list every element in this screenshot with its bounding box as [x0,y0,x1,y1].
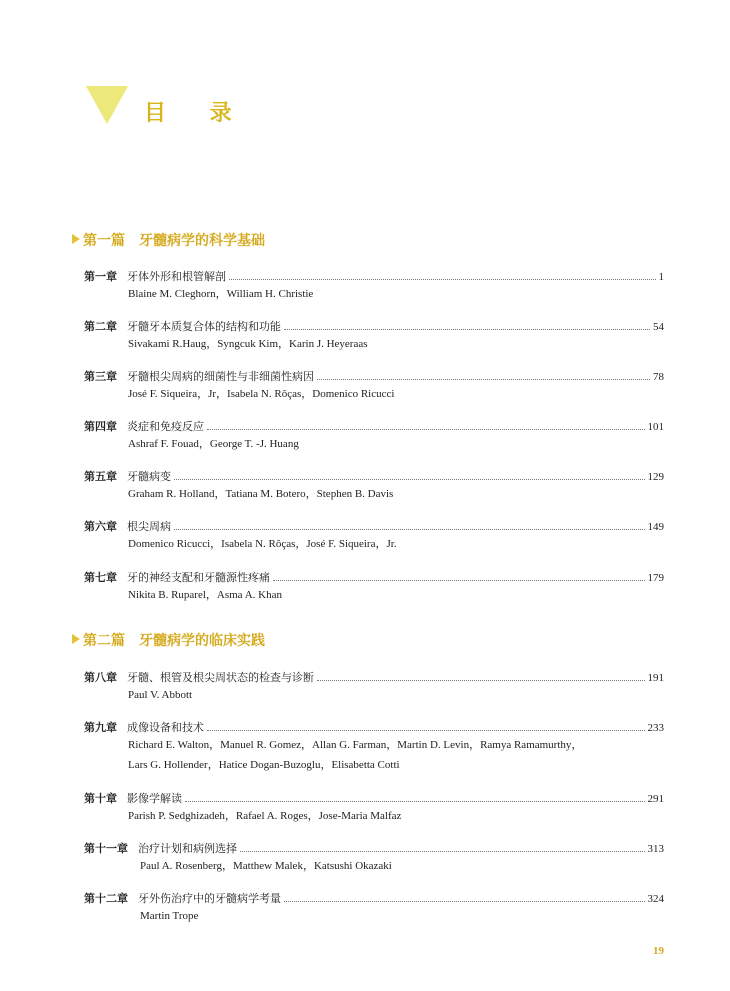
chapter-number: 第四章 [84,420,117,433]
page-ref: 233 [647,722,664,734]
chapter-title: 成像设备和技术 [127,721,204,734]
chapter-authors: Domenico Ricucci，Isabela N. Rôças，José F. Siqueira，Jr. [128,538,397,550]
page-ref: 324 [647,893,664,905]
chapter-authors: Richard E. Walton，Manuel R. Gomez，Allan G. Farman，Martin D. Levin，Ramya Ramamurthy， [128,739,583,751]
toc-entry-line [84,468,664,484]
chapter-number: 第六章 [84,520,117,533]
chapter-title: 牙外伤治疗中的牙髓病学考量 [138,892,281,905]
leader-dots [229,279,656,280]
page-ref: 101 [647,421,664,433]
part-label: 第一篇 [83,233,125,249]
page-ref: 129 [647,471,664,483]
chapter-authors: Paul V. Abbott [128,689,193,701]
toc-entry-line [84,669,664,685]
leader-dots [273,580,645,581]
toc-entry [84,890,664,926]
chapter-number: 第十一章 [84,842,128,855]
toc-entry [84,368,664,404]
chapter-authors: Nikita B. Ruparel，Asma A. Khan [128,589,282,601]
chapter-title: 牙髓牙本质复合体的结构和功能 [127,320,281,333]
chapter-authors: Ashraf F. Fouad，George T. -J. Huang [128,438,299,450]
triangle-bullet-icon [72,634,80,644]
part-heading [72,230,265,250]
toc-entry-line [84,418,664,434]
page-ref: 149 [647,521,664,533]
page-title: 目 录 [144,100,250,126]
toc-entry-line [84,719,664,735]
chapter-title: 炎症和免疫反应 [127,420,204,433]
toc-entry [84,569,664,605]
toc-entry-line [84,840,664,856]
page-ref: 1 [658,271,664,283]
chapter-title: 牙髓根尖周病的细菌性与非细菌性病因 [127,370,314,383]
page-ref: 313 [647,843,664,855]
chapter-title: 牙的神经支配和牙髓源性疼痛 [127,571,270,584]
page-ref: 179 [647,572,664,584]
chapter-title: 治疗计划和病例选择 [138,842,237,855]
triangle-bullet-icon [72,234,80,244]
chapter-number: 第九章 [84,721,117,734]
chapter-authors: Graham R. Holland，Tatiana M. Botero，Stephen B. Davis [128,488,394,500]
page-ref: 291 [647,793,664,805]
leader-dots [185,801,645,802]
toc-entry-line [84,890,664,906]
page-ref: 54 [653,321,664,333]
page-number: 19 [653,945,664,957]
leader-dots [207,429,645,430]
toc-entry-line [84,790,664,806]
chapter-authors: Paul A. Rosenberg，Matthew Malek，Katsushi Okazaki [140,860,392,872]
toc-entry [84,719,664,775]
toc-entry-line [84,318,664,334]
leader-dots [284,329,650,330]
part-heading [72,630,265,650]
toc-entry [84,518,664,554]
chapter-title: 根尖周病 [127,520,171,533]
chapter-number: 第一章 [84,270,117,283]
chapter-number: 第三章 [84,370,117,383]
chapter-number: 第十二章 [84,892,128,905]
toc-entry [84,418,664,454]
chapter-authors: Lars G. Hollender，Hatice Dogan-Buzoglu，Elisabetta Cotti [128,759,400,771]
chapter-title: 牙髓、根管及根尖周状态的检查与诊断 [127,671,314,684]
toc-entry [84,468,664,504]
chapter-authors: Sivakami R.Haug，Syngcuk Kim，Karin J. Heyeraas [128,338,368,350]
part-name: 牙髓病学的临床实践 [139,633,265,649]
leader-dots [174,529,645,530]
leader-dots [317,680,645,681]
chapter-authors: Martin Trope [140,910,199,922]
toc-entry-line [84,569,664,585]
header-triangle-icon [86,86,128,124]
chapter-title: 牙体外形和根管解剖 [127,270,226,283]
chapter-title: 牙髓病变 [127,470,171,483]
chapter-number: 第八章 [84,671,117,684]
page-ref: 191 [647,672,664,684]
toc-entry [84,268,664,304]
chapter-title: 影像学解读 [127,792,182,805]
toc-entry-line [84,268,664,284]
leader-dots [207,730,645,731]
leader-dots [174,479,645,480]
chapter-number: 第十章 [84,792,117,805]
toc-entry [84,840,664,876]
toc-entry-line [84,368,664,384]
part-name: 牙髓病学的科学基础 [139,233,265,249]
chapter-number: 第五章 [84,470,117,483]
toc-entry [84,669,664,705]
toc-entry [84,318,664,354]
page-ref: 78 [653,371,664,383]
toc-entry-line [84,518,664,534]
chapter-authors: José F. Siqueira，Jr，Isabela N. Rôças，Domenico Ricucci [128,388,395,400]
leader-dots [240,851,645,852]
leader-dots [284,901,645,902]
toc-entry [84,790,664,826]
chapter-authors: Blaine M. Cleghorn，William H. Christie [128,288,314,300]
part-label: 第二篇 [83,633,125,649]
chapter-authors: Parish P. Sedghizadeh，Rafael A. Roges，Jose-Maria Malfaz [128,810,402,822]
chapter-number: 第七章 [84,571,117,584]
chapter-number: 第二章 [84,320,117,333]
leader-dots [317,379,650,380]
